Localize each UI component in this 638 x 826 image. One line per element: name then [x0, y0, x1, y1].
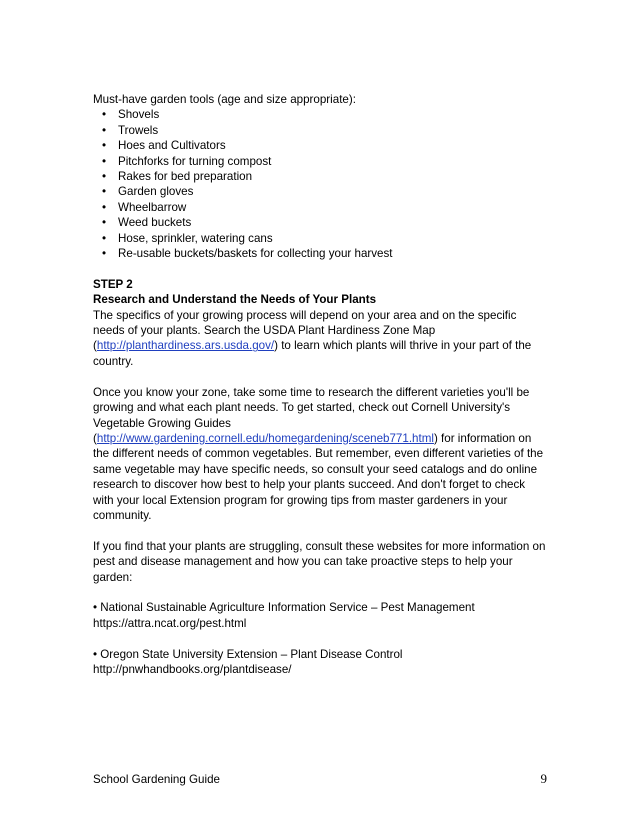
- bullet-icon: •: [102, 170, 107, 184]
- list-item: [93, 107, 548, 122]
- resource-url[interactable]: http://pnwhandbooks.org/plantdisease/: [93, 662, 292, 676]
- resource-url[interactable]: https://attra.ncat.org/pest.html: [93, 616, 247, 630]
- list-item: [93, 123, 548, 138]
- bullet-icon: •: [102, 247, 107, 261]
- paragraph-text: Once you know your zone, take some time to research the different varieties you'll be growing and what each plant needs. To get started, check out Cornell University's Vegetable Growing Guides (: [93, 385, 530, 445]
- bullet-icon: •: [102, 216, 107, 230]
- list-item: [93, 169, 548, 184]
- usda-link[interactable]: http://planthardiness.ars.usda.gov/: [96, 339, 275, 353]
- bullet-icon: •: [102, 108, 107, 122]
- tool-label: Weed buckets: [118, 216, 192, 230]
- page-number: 9: [540, 771, 547, 786]
- paragraph-struggling: If you find that your plants are struggling, consult these websites for more information on pest and disease management and how you can take proactive steps to help your garden:: [93, 539, 546, 584]
- paragraph-text: The specifics of your growing process will depend on your area and on the specific needs of your plants. Search the USDA Plant Hardiness Zone Map (: [93, 308, 517, 353]
- bullet-icon: •: [102, 139, 107, 153]
- tool-label: Shovels: [118, 108, 160, 122]
- step-label: STEP 2: [93, 277, 133, 291]
- list-item: [93, 231, 548, 246]
- document-page: [93, 92, 548, 677]
- tool-label: Wheelbarrow: [118, 200, 187, 214]
- tools-heading: Must-have garden tools (age and size appropriate):: [93, 93, 356, 106]
- bullet-icon: •: [102, 123, 107, 137]
- list-item: [93, 200, 548, 215]
- footer-title: School Gardening Guide: [93, 773, 220, 786]
- tool-label: Hoes and Cultivators: [118, 139, 226, 153]
- tool-label: Pitchforks for turning compost: [118, 154, 272, 168]
- bullet-icon: •: [102, 231, 107, 245]
- list-item: [93, 154, 548, 169]
- paragraph-text: ) to learn which plants will thrive in your part of the country.: [93, 339, 532, 368]
- cornell-link[interactable]: http://www.gardening.cornell.edu/homegardening/sceneb771.html: [96, 431, 434, 445]
- list-item: [93, 246, 548, 261]
- list-item: [93, 184, 548, 199]
- tool-label: Trowels: [118, 123, 159, 137]
- tool-label: Garden gloves: [118, 185, 194, 199]
- tool-label: Hose, sprinkler, watering cans: [118, 231, 273, 245]
- tool-label: Re-usable buckets/baskets for collecting your harvest: [118, 247, 393, 261]
- paragraph-varieties: [93, 385, 548, 524]
- resource-title: • Oregon State University Extension – Plant Disease Control: [93, 647, 403, 661]
- tools-list: [93, 107, 548, 261]
- paragraph-hardiness: [93, 308, 548, 370]
- paragraph-text: ) for information on the different needs of common vegetables. But remember, even different varieties of the same vegetable may have specific needs, so consult your seed catalogs and do online research to discover how best to help your plants succeed. And don't forget to check with your local Extension program for growing tips from master gardeners in your community.: [93, 431, 544, 522]
- tool-label: Rakes for bed preparation: [118, 170, 253, 184]
- bullet-icon: •: [102, 154, 107, 168]
- section-title: Research and Understand the Needs of Your Plants: [93, 293, 377, 307]
- list-item: [93, 138, 548, 153]
- bullet-icon: •: [102, 185, 107, 199]
- list-item: [93, 215, 548, 230]
- resource-title: • National Sustainable Agriculture Information Service – Pest Management: [93, 601, 475, 615]
- bullet-icon: •: [102, 200, 107, 214]
